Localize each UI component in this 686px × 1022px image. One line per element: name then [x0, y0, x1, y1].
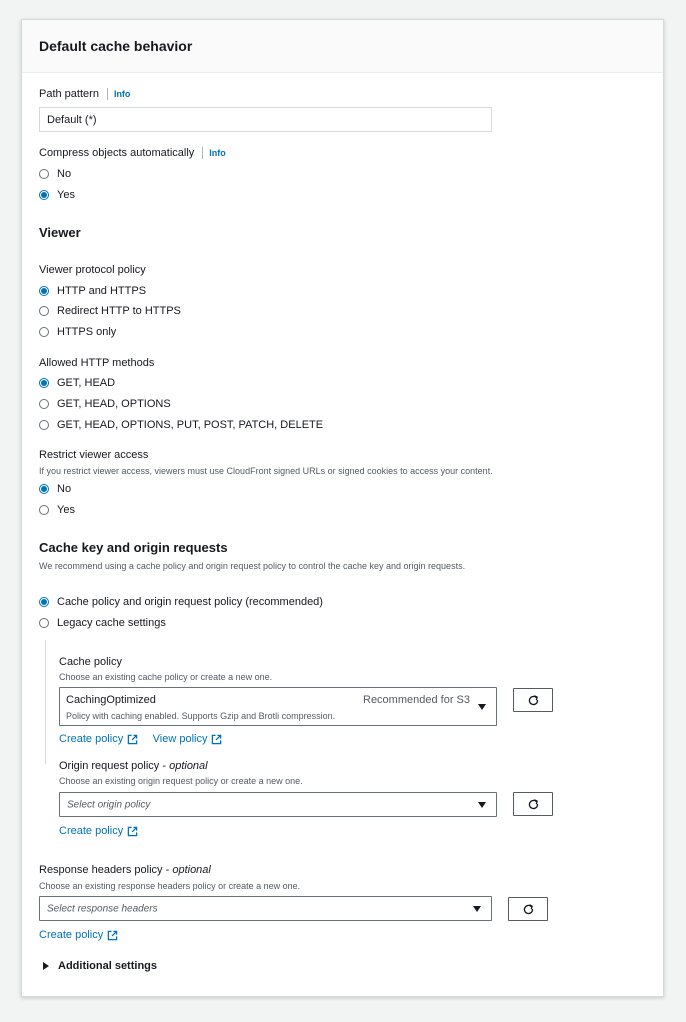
- radio-label: Cache policy and origin request policy (recommended): [57, 596, 323, 608]
- caret-down-icon: [478, 802, 486, 808]
- cache-policy-selected-tag: Recommended for S3: [363, 694, 470, 706]
- cache-option-legacy[interactable]: [39, 617, 166, 629]
- path-pattern-label: Path pattern: [39, 88, 99, 100]
- create-cache-policy-link[interactable]: [59, 733, 138, 745]
- info-separator: [107, 88, 108, 100]
- link-text: Create policy: [59, 733, 124, 745]
- caret-down-icon: [473, 906, 481, 912]
- response-headers-refresh-button[interactable]: [508, 897, 548, 921]
- caret-right-icon: [43, 962, 49, 970]
- cache-policy-refresh-button[interactable]: [513, 688, 553, 712]
- origin-policy-refresh-button[interactable]: [513, 792, 553, 816]
- cache-policy-links: [59, 729, 222, 747]
- radio-label: GET, HEAD: [57, 377, 116, 389]
- path-pattern-label-row: [39, 88, 130, 100]
- panel-title: Default cache behavior: [39, 38, 193, 54]
- protocol-option-https-only[interactable]: [39, 326, 116, 338]
- restrict-viewer-description: If you restrict viewer access, viewers must use CloudFront signed URLs or signed cookies to access your content.: [39, 466, 493, 476]
- radio-label: HTTPS only: [57, 326, 117, 338]
- radio-button-selected[interactable]: [39, 378, 49, 388]
- response-headers-optional: optional: [172, 864, 211, 876]
- cache-policy-select[interactable]: [59, 687, 497, 726]
- protocol-option-http-https[interactable]: [39, 285, 146, 297]
- additional-settings-label: Additional settings: [58, 960, 157, 972]
- compress-info-link[interactable]: Info: [209, 148, 226, 158]
- origin-policy-links: [59, 821, 138, 839]
- radio-button-selected[interactable]: [39, 597, 49, 607]
- additional-settings-toggle[interactable]: [43, 960, 157, 972]
- refresh-icon: [527, 798, 540, 811]
- cache-key-description: We recommend using a cache policy and origin request policy to control the cache key and origin requests.: [39, 561, 466, 571]
- radio-button[interactable]: [39, 169, 49, 179]
- viewer-protocol-label: Viewer protocol policy: [39, 264, 146, 276]
- restrict-viewer-label: Restrict viewer access: [39, 449, 149, 461]
- restrict-option-no[interactable]: [39, 483, 71, 495]
- radio-button[interactable]: [39, 420, 49, 430]
- panel-header: [22, 20, 663, 73]
- radio-button[interactable]: [39, 618, 49, 628]
- link-text: Create policy: [59, 825, 124, 837]
- refresh-icon: [527, 694, 540, 707]
- radio-label: Redirect HTTP to HTTPS: [57, 305, 181, 317]
- cache-key-section-title: Cache key and origin requests: [39, 540, 228, 555]
- methods-option-all[interactable]: [39, 419, 323, 431]
- compress-option-no[interactable]: [39, 168, 71, 180]
- view-cache-policy-link[interactable]: [153, 733, 223, 745]
- external-link-icon: [127, 826, 138, 837]
- external-link-icon: [107, 930, 118, 941]
- radio-button[interactable]: [39, 327, 49, 337]
- radio-label: GET, HEAD, OPTIONS, PUT, POST, PATCH, DELETE: [57, 419, 324, 431]
- response-headers-select[interactable]: [39, 896, 492, 921]
- nested-options-divider: [45, 640, 46, 764]
- cache-policy-label: Cache policy: [59, 656, 122, 668]
- radio-button[interactable]: [39, 306, 49, 316]
- methods-option-get-head[interactable]: [39, 377, 115, 389]
- compress-label-row: [39, 147, 226, 159]
- origin-policy-placeholder: Select origin policy: [67, 799, 151, 810]
- radio-button-selected[interactable]: [39, 286, 49, 296]
- response-headers-description: Choose an existing response headers policy or create a new one.: [39, 881, 301, 891]
- radio-label: GET, HEAD, OPTIONS: [57, 398, 171, 410]
- methods-option-get-head-options[interactable]: [39, 398, 171, 410]
- response-headers-label-row: [39, 864, 211, 876]
- origin-request-policy-label-row: [59, 760, 208, 772]
- restrict-option-yes[interactable]: [39, 504, 75, 516]
- response-headers-placeholder: Select response headers: [47, 903, 158, 914]
- path-pattern-info-link[interactable]: Info: [113, 89, 131, 99]
- origin-request-policy-description: Choose an existing origin request policy or create a new one.: [59, 776, 303, 786]
- protocol-option-redirect[interactable]: [39, 305, 181, 317]
- cache-policy-selected-description: Policy with caching enabled. Supports Gzip and Brotli compression.: [66, 711, 336, 721]
- cache-option-policy[interactable]: [39, 596, 323, 608]
- radio-label: Yes: [57, 189, 75, 201]
- viewer-section-title: Viewer: [39, 225, 81, 240]
- cache-policy-description: Choose an existing cache policy or create a new one.: [59, 672, 273, 682]
- refresh-icon: [522, 903, 535, 916]
- radio-label: No: [57, 168, 72, 180]
- info-separator: [202, 147, 203, 159]
- origin-request-policy-select[interactable]: [59, 792, 497, 817]
- path-pattern-value: Default (*): [47, 113, 97, 126]
- default-cache-behavior-panel: [21, 19, 664, 997]
- external-link-icon: [211, 734, 222, 745]
- label-separator: -: [162, 760, 170, 772]
- cache-policy-selected-value: CachingOptimized: [66, 694, 156, 706]
- radio-label: Legacy cache settings: [57, 617, 166, 629]
- response-headers-label: Response headers policy: [39, 864, 163, 876]
- compress-option-yes[interactable]: [39, 189, 75, 201]
- radio-label: No: [57, 483, 72, 495]
- external-link-icon: [127, 734, 138, 745]
- link-text: Create policy: [39, 929, 104, 941]
- label-separator: -: [165, 864, 173, 876]
- link-text: View policy: [152, 733, 208, 745]
- compress-label: Compress objects automatically: [39, 147, 195, 159]
- radio-label: Yes: [57, 504, 75, 516]
- caret-down-icon: [478, 704, 486, 710]
- radio-button[interactable]: [39, 399, 49, 409]
- origin-request-policy-label: Origin request policy: [59, 760, 160, 772]
- radio-button[interactable]: [39, 505, 49, 515]
- origin-request-policy-optional: optional: [169, 760, 208, 772]
- response-headers-links: [39, 925, 118, 943]
- create-response-headers-policy-link[interactable]: [39, 929, 118, 941]
- radio-button-selected[interactable]: [39, 484, 49, 494]
- radio-label: HTTP and HTTPS: [57, 285, 147, 297]
- path-pattern-input[interactable]: [39, 107, 492, 132]
- create-origin-policy-link[interactable]: [59, 825, 138, 837]
- radio-button-selected[interactable]: [39, 190, 49, 200]
- allowed-methods-label: Allowed HTTP methods: [39, 357, 155, 369]
